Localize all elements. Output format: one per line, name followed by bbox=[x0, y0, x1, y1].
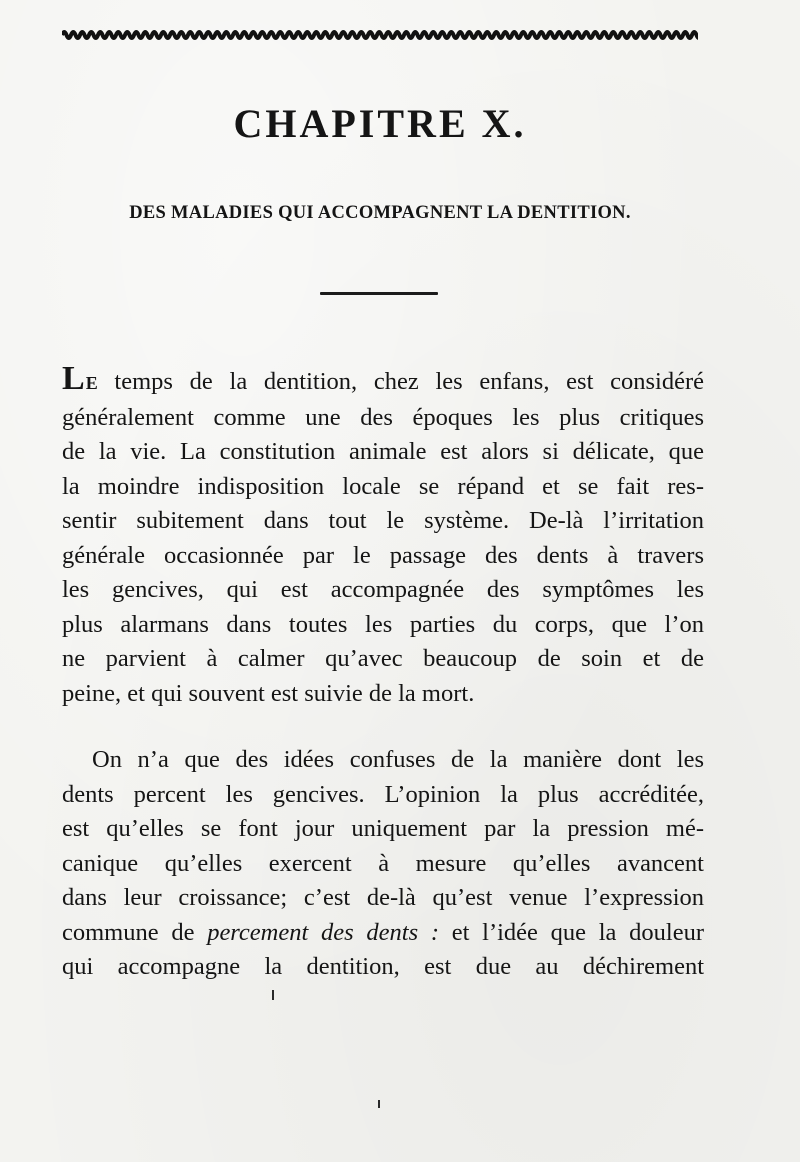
paragraph-line bbox=[62, 362, 704, 401]
paragraph-2 bbox=[62, 743, 704, 985]
chapter-subtitle: DES MALADIES QUI ACCOMPAGNENT LA DENTITION. bbox=[129, 203, 631, 223]
paragraph-line: généralement comme une des époques les plus critiques bbox=[62, 403, 704, 431]
paragraph-line: ne parvient à calmer qu’avec beaucoup de soin et de bbox=[62, 645, 704, 672]
paragraph-line bbox=[62, 916, 704, 951]
paragraph-line: la moindre indisposition locale se répand et se fait res- bbox=[62, 472, 704, 500]
paragraph-line: générale occasionnée par le passage des dents à travers bbox=[62, 541, 704, 569]
paragraph-line: peine, et qui souvent est suivie de la mort. bbox=[62, 679, 475, 707]
paragraph-line: sentir subitement dans tout le système. De-là l’irritation bbox=[62, 507, 704, 534]
drop-cap: L bbox=[62, 360, 86, 397]
paragraph-line: de la vie. La constitution animale est alors si délicate, que bbox=[62, 438, 704, 465]
italic-phrase: percement des dents : bbox=[207, 918, 440, 946]
chapter-title: CHAPITRE X. bbox=[233, 101, 527, 146]
paragraph-line: les gencives, qui est accompagnée des symptômes les bbox=[62, 576, 704, 603]
section-rule bbox=[320, 292, 438, 295]
line-text: et l’idée que la douleur bbox=[439, 918, 704, 946]
line-text: temps de la dentition, chez les enfans, est considéré bbox=[97, 368, 704, 395]
paragraph-line: est qu’elles se font jour uniquement par la pression mé- bbox=[62, 815, 704, 842]
paragraph-line: On n’a que des idées confuses de la manière dont les bbox=[92, 746, 704, 773]
line-text: commune de bbox=[62, 918, 208, 946]
paragraph-line: dans leur croissance; c’est de-là qu’est venue l’expression bbox=[62, 884, 704, 911]
paragraph-line: dents percent les gencives. L’opinion la plus accréditée, bbox=[62, 780, 704, 808]
ink-speck bbox=[378, 1100, 380, 1108]
wavy-header-ornament bbox=[62, 28, 698, 42]
paragraph-line: qui accompagne la dentition, est due au déchirement bbox=[62, 953, 704, 980]
paragraph-1 bbox=[62, 362, 704, 711]
ink-speck bbox=[272, 990, 274, 1000]
small-cap: E bbox=[85, 373, 98, 393]
paragraph-line: canique qu’elles exercent à mesure qu’elles avancent bbox=[62, 849, 704, 877]
paragraph-line: plus alarmans dans toutes les parties du corps, que l’on bbox=[62, 610, 704, 638]
